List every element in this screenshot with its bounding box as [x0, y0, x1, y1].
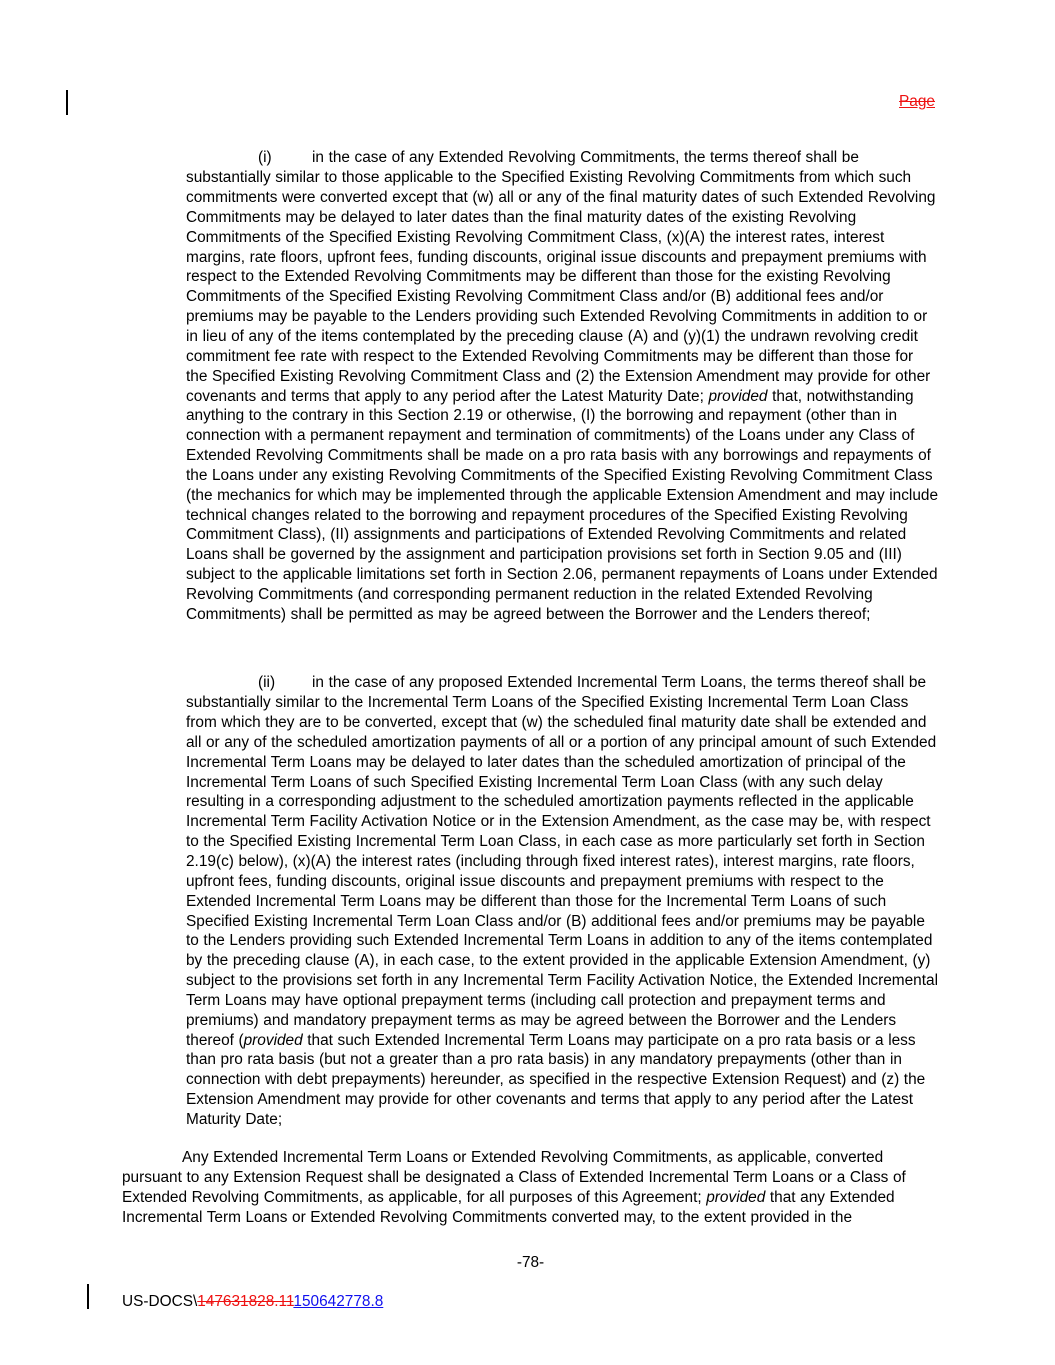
footer-doc-id-inserted: 150642778.8 [293, 1293, 384, 1310]
paragraph-ii-text-continued: that such Extended Incremental Term Loans may participate on a pro rata basis or a less than pro rata basis (but not a greater than a pro rata basis) in any mandatory prepayments (other than in connection with debt prepayments) hereunder, as specified in the respective Extension Request) and (z) the Extension Amendment may provide for other covenants and terms that apply to any period after the Latest Maturity Date; [186, 1031, 926, 1128]
closing-paragraph-text: Any Extended Incremental Term Loans or Extended Revolving Commitments, as applicable, converted pursuant to any Extension Request shall be designated a Class of Extended Incremental Term Loans or a Class of Extended Revolving Commitments, as applicable, for all purposes of this Agreement; [122, 1149, 906, 1207]
footer-doc-id-prefix: US-DOCS\ [122, 1293, 198, 1310]
closing-paragraph-proviso-term: provided [706, 1189, 766, 1207]
page-number: -78- [516, 1254, 545, 1271]
paragraph-ii [186, 673, 939, 1129]
paragraph-ii-text: in the case of any proposed Extended Incremental Term Loans, the terms thereof shall be substantially similar to the Incremental Term Loans of the Specified Existing Incremental Term Loan Class from which they are to be converted, except that (w) the scheduled final maturity date shall be extended and all or any of the scheduled amortization payments of all or a portion of any principal amount of such Extended Incremental Term Loans may be delayed to later dates than the scheduled amortization of principal of the Incremental Term Loans of such Specified Existing Incremental Term Loan Class (with any such delay resulting in a corresponding adjustment to the scheduled amortization payments reflected in the applicable Incremental Term Facility Activation Notice or in the Extension Amendment, as the case may be, with respect to the Specified Existing Incremental Term Loan Class, in each case as more particularly set forth in Section 2.19(c) below), (x)(A) the interest rates (including through fixed interest rates), interest margins, rate floors, upfront fees, funding discounts, original issue discounts and prepayment premiums with respect to the Extended Incremental Term Loans may be different than those for the Incremental Term Loans of such Specified Existing Incremental Term Loan Class and/or (B) additional fees and/or premiums may be payable to the Lenders providing such Extended Incremental Term Loans in addition to any of the items contemplated by the preceding clause (A), in each case, to the extent provided in the applicable Extension Amendment, (y) subject to the provisions set forth in any Incremental Term Facility Activation Notice, the Extended Incremental Term Loans may have optional prepayment terms (including call protection and prepayment terms and premiums) and mandatory prepayment terms as may be agreed between the Borrower and the Lenders thereof ( [186, 674, 938, 1049]
change-bar-bottom [87, 1284, 89, 1309]
paragraph-i [186, 148, 939, 624]
closing-paragraph [122, 1148, 939, 1227]
footer-doc-id-deleted: 147631828.11 [197, 1293, 294, 1310]
paragraph-i-proviso-term: provided [708, 387, 768, 405]
paragraph-i-text: in the case of any Extended Revolving Commitments, the terms thereof shall be substantially similar to those applicable to the Specified Existing Revolving Commitments from which such commitments were converted except that (w) all or any of the final maturity dates of such Extended Revolving Commitments may be delayed to later dates than the final maturity dates of the existing Revolving Commitments of the Specified Existing Revolving Commitment Class, (x)(A) the interest rates, interest margins, rate floors, upfront fees, funding discounts, original issue discounts and prepayment premiums with respect to the Extended Revolving Commitments may be different than those for the existing Revolving Commitments of the Specified Existing Revolving Commitment Class and/or (B) additional fees and/or premiums may be payable to the Lenders providing such Extended Revolving Commitments in addition to or in lieu of any of the items contemplated by the preceding clause (A) and (y)(1) the undrawn revolving credit commitment fee rate with respect to the Extended Revolving Commitments may be different than those for the Specified Existing Revolving Commitment Class and (2) the Extension Amendment may provide for other covenants and terms that apply to any period after the Latest Maturity Date; [186, 149, 936, 405]
paragraph-ii-number: (ii) [258, 674, 276, 692]
paragraph-ii-proviso-term: provided [243, 1031, 303, 1049]
footer-document-id [122, 1292, 383, 1312]
header-page-label-deleted: Page [899, 93, 935, 110]
paragraph-i-number: (i) [258, 149, 272, 167]
paragraph-i-text-continued: that, notwithstanding anything to the contrary in this Section 2.19 or otherwise, (I) the borrowing and repayment (other than in connection with a permanent repayment and termination of commitments) of the Loans under any Class of Extended Revolving Commitments shall be made on a pro rata basis with any borrowings and repayments of the Loans under any existing Revolving Commitments of the Specified Existing Revolving Commitment Class (the mechanics for which may be implemented through the applicable Extension Amendment and may include technical changes related to the borrowing and repayment procedures of the Specified Existing Revolving Commitment Class), (II) assignments and participations of Extended Revolving Commitments and related Loans shall be governed by the assignment and participation provisions set forth in Section 9.05 and (III) subject to the applicable limitations set forth in Section 2.06, permanent repayments of Loans under Extended Revolving Commitments (and corresponding permanent reduction in the related Extended Revolving Commitments) shall be permitted as may be agreed between the Borrower and the Lenders thereof; [186, 387, 939, 623]
closing-paragraph-text-continued: that any Extended Incremental Term Loans or Extended Revolving Commitments converted may, to the extent provided in the [122, 1189, 895, 1226]
change-bar-top [66, 90, 68, 115]
